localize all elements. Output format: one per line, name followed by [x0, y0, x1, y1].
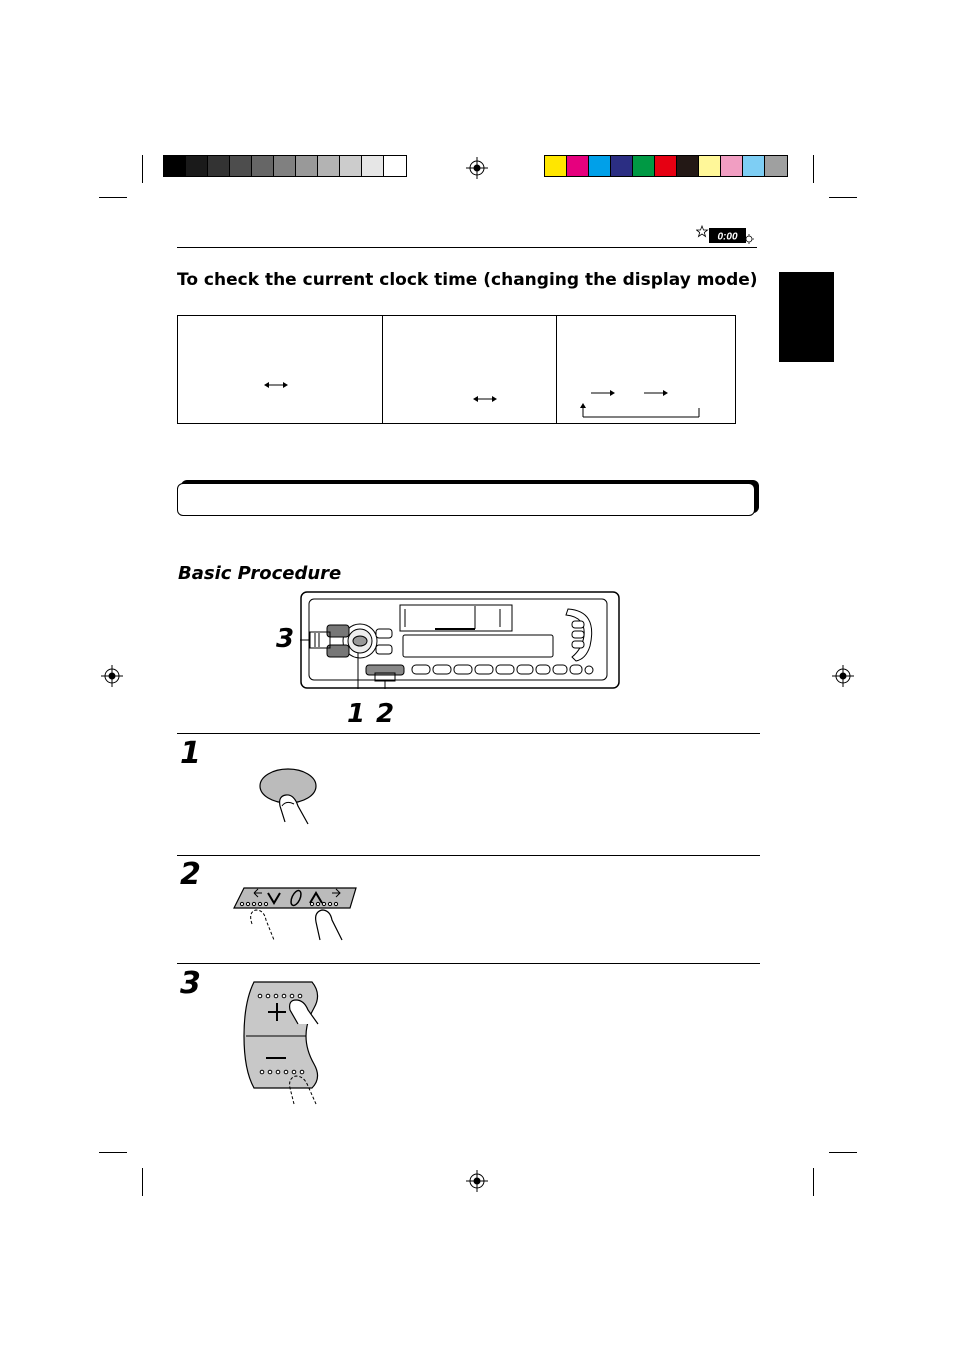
step-1-number: 1 — [180, 736, 201, 771]
language-tab — [779, 272, 834, 362]
cycle-arrow-icon — [579, 384, 704, 420]
registration-mark-icon — [832, 665, 854, 687]
color-calibration-bar — [544, 155, 788, 177]
section-heading: To check the current clock time (changing the display mode) — [177, 270, 758, 290]
color-swatch — [208, 156, 230, 176]
color-swatch — [252, 156, 274, 176]
color-swatch — [545, 156, 567, 176]
color-swatch — [340, 156, 362, 176]
callout-2: 2 — [376, 699, 395, 729]
mode-cell-1 — [178, 316, 383, 423]
crop-mark — [829, 1152, 857, 1153]
adjust-buttons-illustration — [242, 980, 324, 1110]
color-swatch — [699, 156, 721, 176]
double-arrow-icon — [473, 394, 497, 404]
color-swatch — [296, 156, 318, 176]
color-swatch — [721, 156, 743, 176]
double-arrow-icon — [264, 380, 288, 390]
color-swatch — [230, 156, 252, 176]
select-buttons-illustration — [232, 884, 362, 942]
color-swatch — [164, 156, 186, 176]
step-3-number: 3 — [180, 966, 201, 1001]
color-swatch — [743, 156, 765, 176]
color-swatch — [655, 156, 677, 176]
crop-mark — [813, 1168, 814, 1196]
color-swatch — [765, 156, 787, 176]
crop-mark — [829, 197, 857, 198]
color-swatch — [384, 156, 406, 176]
color-swatch — [611, 156, 633, 176]
color-swatch — [633, 156, 655, 176]
color-swatch — [362, 156, 384, 176]
press-button-illustration — [258, 766, 322, 828]
crop-mark — [142, 1168, 143, 1196]
color-swatch — [567, 156, 589, 176]
color-swatch — [677, 156, 699, 176]
registration-mark-icon — [101, 665, 123, 687]
step-divider — [177, 733, 760, 734]
step-divider — [177, 855, 760, 856]
step-divider — [177, 963, 760, 964]
clock-icon-text: 0:00 — [717, 231, 738, 243]
crop-mark — [142, 155, 143, 183]
section-title-bar — [177, 483, 755, 516]
crop-mark — [99, 197, 127, 198]
mode-cell-2 — [383, 316, 557, 423]
faceplate-illustration — [300, 591, 620, 689]
crop-mark — [99, 1152, 127, 1153]
clock-display-icon — [696, 224, 756, 246]
color-swatch — [318, 156, 340, 176]
grayscale-calibration-bar — [163, 155, 407, 177]
crop-mark — [813, 155, 814, 183]
registration-mark-icon — [466, 1170, 488, 1192]
callout-3: 3 — [276, 624, 295, 654]
registration-mark-icon — [466, 157, 488, 179]
color-swatch — [589, 156, 611, 176]
color-swatch — [186, 156, 208, 176]
mode-cell-3 — [557, 316, 735, 423]
step-2-number: 2 — [180, 857, 201, 892]
callout-1: 1 — [347, 699, 366, 729]
display-mode-table — [177, 315, 736, 424]
header-rule — [177, 247, 757, 248]
basic-procedure-heading: Basic Procedure — [178, 563, 342, 584]
color-swatch — [274, 156, 296, 176]
